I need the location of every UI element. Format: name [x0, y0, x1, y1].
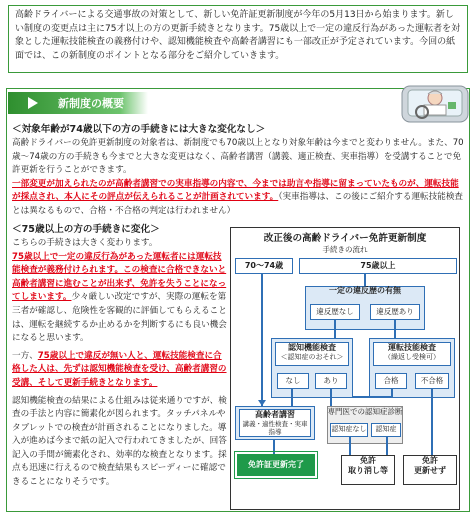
arrow-pass-left [353, 396, 393, 398]
revoke-box [341, 455, 395, 485]
arrow-70-74-down [261, 274, 263, 406]
cog-test-label: 認知機能検査 [288, 343, 336, 352]
lecture-label: 高齢者講習 [255, 410, 295, 419]
no-renew-box [403, 455, 457, 485]
lecture-sub: 講義・適性検査・実車指導 [242, 420, 308, 437]
over75-para3: 認知機能検査の結果による仕組みは従来通りですが、検査の手法と内容に簡素化が図られます。タッチパネルやタブレットでの検査が計画されることになりました。導入が進めば今まで紙の記入で行われてきましたが、回答記入の手間が簡素化され、効率的な検査となります。採点も迅速に行えるので検査結果もスピーディーに確認できることになりそうです。 [12, 395, 227, 487]
arrow-no-dementia [349, 437, 351, 455]
has-violation-box: 違反歴あり [370, 304, 420, 320]
arrow-dementia [386, 437, 388, 455]
flow-diagram [230, 227, 460, 510]
over75-red-text2: 75歳以上で違反が無い人と、運転技能検査に合格した人は、先ずは認知機能検査を受け、高齢者講習の受講、そして更新手続きとなります。 [12, 350, 227, 388]
under74-note: （実車指導は、この後にご紹介する運転技能検査とは異なるもので、合格・不合格の判定は行われません） [12, 192, 464, 217]
over75-text1: 少々厳しい改定ですが、実際の運転を第三者が確認し、危険性を客観的に評価してもらえることは、運転を継続するか止めるかを判断するにも良い機会になると思います。 [12, 292, 227, 344]
arrow-75-down [364, 274, 366, 286]
diagram-subtitle: 手続きの流れ [322, 245, 368, 254]
revoke-line2: 取り消し等 [348, 466, 388, 475]
elderly-driver-illustration [400, 80, 470, 124]
driving-test-sub: （繰返し受検可） [384, 353, 440, 361]
driving-test-box [373, 342, 451, 366]
no-dementia-box: 認知症なし [330, 423, 368, 437]
cog-test-box [275, 342, 349, 366]
section-heading [8, 92, 148, 114]
intro-box [8, 5, 468, 73]
violation-title: 一定の違反歴の有無 [329, 286, 401, 295]
arrow-cog-none [291, 389, 293, 406]
dementia-box: 認知症 [371, 423, 401, 437]
arrow-no-violation [334, 320, 336, 338]
over75-heading: ＜75歳以上の方の手続きに変化＞ [12, 224, 160, 235]
pass-box: 合格 [375, 373, 407, 389]
under74-heading: ＜対象年齢が74歳以下の方の手続きには大きな変化なし＞ [12, 124, 266, 135]
arrow-cog-some [330, 389, 332, 406]
over75-para2 [12, 350, 228, 391]
over75-red-text1: 75歳以上で一定の違反行為があった運転者には運転技能検査が義務付けられます。この検査に合格できないと高齢者講習に進むことが出来ず、免許を失うことになってしまいます。 [12, 251, 227, 303]
age-75-box: 75歳以上 [299, 258, 457, 274]
cog-some-box: あり [315, 373, 347, 389]
age-70-74-box: 70～74歳 [235, 258, 293, 274]
arrow-has-violation [394, 320, 396, 338]
renew-box: 免許証更新完了 [237, 454, 315, 476]
intro-text: 高齢ドライバーによる交通事故の対策として、新しい免許証更新制度が今年の5月13日から始まります。新しい制度の変更点は主に75才以上の方の更新手続きとなります。75歳以上で一定の違反行為があった運転者を対象とした運転技能検査の義務付けや、認知機能検査や高齢者講習にも一部改正が予定されています。今回の紙面では、この新制度のポイントとなる部分をご紹介していきます。 [15, 10, 461, 61]
under74-para2 [12, 178, 466, 219]
under74-section [12, 122, 466, 219]
renew-outline [234, 451, 318, 479]
revoke-line1: 免許 [360, 456, 376, 465]
no-renew-line1: 免許 [422, 456, 438, 465]
diagram-title: 改正後の高齢ドライバー免許更新制度 [263, 233, 427, 244]
under74-red-text: 一部変更が加えられたのが高齢者講習での実車指導の内容で、今までは助言や指導に留まっていたものが、運転技能が採点され、本人にその評点が伝えられることが計画されています。 [12, 178, 459, 203]
cog-none-box: なし [277, 373, 309, 389]
over75-intro: こちらの手続きは大きく変わります。 [12, 238, 158, 249]
lecture-box [239, 409, 311, 437]
cog-test-sub: ＜認知症のおそれ＞ [280, 353, 344, 361]
section-title: 新制度の概要 [58, 97, 124, 110]
arrow-fail-down [431, 389, 433, 455]
driving-test-label: 運転技能検査 [388, 343, 436, 352]
under74-para1: 高齢ドライバーの免許更新制度の対象者は、新制度でも70歳以上となり対象年齢は今までと変わりません。また、70歳～74歳の方の手続きも今までと大きな変更はなく、高齢者講習（講義、適正検査、実車指導）を受講することで免許更新を行うことができます。 [12, 138, 464, 176]
over75-section [12, 222, 228, 490]
specialist-label: 専門医での認知症診断 [327, 407, 403, 416]
over75-para1 [12, 251, 228, 346]
arrow-70-74-head [258, 400, 266, 406]
over75-lead: 一方、 [12, 350, 38, 361]
no-renew-line2: 更新せず [414, 466, 446, 475]
fail-box: 不合格 [415, 373, 449, 389]
no-violation-box: 違反歴なし [310, 304, 360, 320]
